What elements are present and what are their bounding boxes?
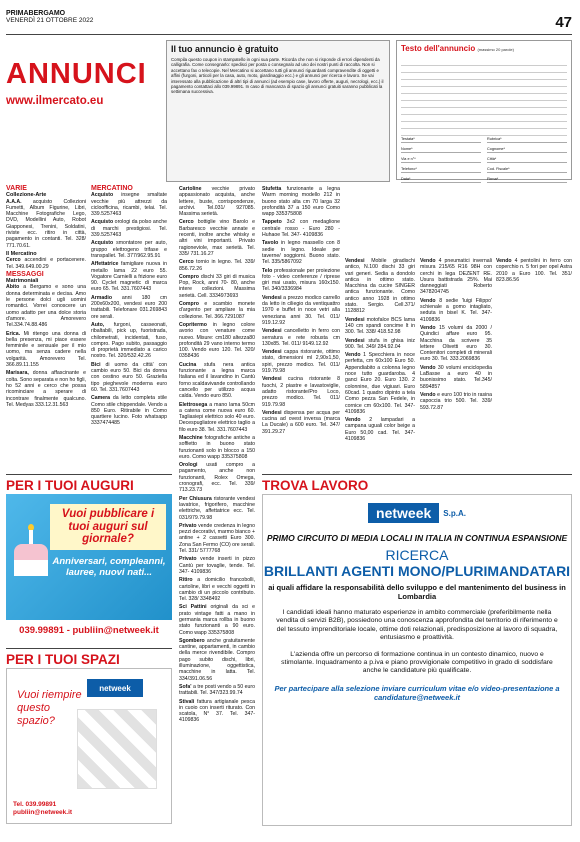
- spazi-ad[interactable]: [6, 668, 172, 824]
- ad-text: fotografiche antiche a soffietto in buono stato funzionanti solo in blocco a 150 euro. Como wapp 335375808: [179, 434, 255, 460]
- ad-text: a domicilio francobolli, cartoline, libri e vecchi oggetti in cambio di un piccolo contributo. Tel. 328/ 3348492: [179, 577, 255, 603]
- netweek-logo-small: [87, 679, 143, 697]
- ad-text: 8 sedie 'luigi Filippo' schienale a gomo intagliato, seduta in bisel K. Tel. 347- 4109836: [420, 297, 492, 323]
- section-heading: MERCATINO: [91, 185, 133, 192]
- ad-text: acquisto Collezioni Fumetti, Album Figurine, Libri, Macchine Fotografiche Lego, DVD, Modellini Auto, Robot Giapponesi, Trenini, Soldatini, riviste ecc. ritiro in città, pagamento in contanti. Tel. 328/ 771.70.61.: [6, 198, 86, 249]
- ad-lead: Acquisto: [91, 219, 114, 226]
- form-field[interactable]: Data*: [401, 177, 481, 183]
- ad-lead: Vendo: [420, 297, 436, 304]
- ad-text: a tre posti vendo a 50 euro trattabili. Tel. 347/323.99.74: [179, 683, 255, 697]
- auguri-sub: Anniversari, compleanni, lauree, nuovi nati...: [52, 556, 166, 578]
- ad-lead: Tavolo: [262, 240, 279, 247]
- classified-ad: [179, 556, 255, 575]
- cake-icon: [14, 544, 48, 576]
- coupon-form: [396, 40, 572, 180]
- annunci-banner: [6, 58, 162, 158]
- ad-text: professionale per proiezione foto - video conferenze / riprese giri mai usato, misura 160x150. Tel. 340/3336984: [262, 267, 340, 293]
- ad-lead: Cucina: [179, 361, 197, 368]
- ad-lead: Ritiro: [179, 577, 193, 584]
- form-field[interactable]: Rubrica*: [487, 137, 567, 143]
- classified-ad: [262, 376, 340, 407]
- ad-lead: Camera: [91, 395, 111, 402]
- classified-ad: [91, 395, 167, 426]
- ad-lead: Vendo: [420, 324, 436, 331]
- ad-lead: Compro: [179, 301, 199, 308]
- form-fields: [401, 137, 567, 183]
- ad-lead: Vendo: [420, 391, 436, 398]
- classified-ad: [179, 523, 255, 554]
- ad-text: motofalce BCS lama 140 cm spandi concime lt in 300. Tel. 338/ 418.52.98: [345, 316, 415, 336]
- classified-ad: [179, 274, 255, 299]
- netweek-suffix: S.p.A.: [443, 508, 466, 518]
- classified-ad: [179, 301, 255, 320]
- form-note: (massimo 20 parole): [477, 47, 514, 52]
- classified-ad: [179, 219, 255, 257]
- ad-text: 4 pentolini in ferro con coperchio n. 5 fori per opel Astra 2010 a Euro 100. Tel. 351/ 823.86.56: [496, 258, 572, 283]
- ad-text: dischi 33 giri di musica Pop, Rock, anni 70- 80, anche intere collezioni. Massima serietà. Cell. 3334973693: [179, 273, 255, 299]
- ad-text: 4 pneumatici invernali misura 215/65 R16 98H con cerchi in lega DEZENT RE. Usura battistrada 25%. Mai danneggiati Roberto 3478204745: [420, 258, 492, 296]
- classified-ad: [179, 462, 255, 493]
- column-1: [6, 186, 86, 410]
- auguri-contact: 039.99891 - publiin@netweek.it: [6, 620, 172, 640]
- column-4: [262, 186, 340, 437]
- masthead-date: VENERDÌ 21 OTTOBRE 2022: [6, 17, 94, 24]
- classified-ad: [91, 192, 167, 217]
- ad-text: Mi ritengo una donna di bella presenza, mi piace essere femminile e sensuale per il mio uomo, ma senza cadere nella volgarità. Amorevero Tel. 366.89.11.155: [6, 330, 86, 369]
- ad-lead: Armadio: [91, 294, 113, 301]
- ad-lead: Vendesi: [345, 337, 365, 344]
- ad-lead: Sci Pattini: [179, 604, 207, 611]
- ad-text: vende inserti in pizzo Cantù per tovaglie, tende. Tel. 347- 4109836: [179, 556, 255, 575]
- form-title-text: Testo dell'annuncio: [401, 44, 476, 53]
- classified-ad: [179, 186, 255, 217]
- classified-ad: [179, 362, 255, 400]
- classified-ad: [345, 317, 415, 336]
- ad-text: tornio in legno. Tel. 339/ 856.72.26: [179, 259, 255, 272]
- spazi-question: Vuoi riempire questo spazio?: [17, 689, 82, 727]
- classified-ad: [91, 240, 167, 259]
- ad-text: e scambio monete d'argento per ampliare la mia collezione. Tel. 366.7291087: [179, 301, 255, 320]
- classified-ad: [262, 349, 340, 374]
- ad-text: bottiglie vino Barolo e Barbaresco vecchie annate e recenti, inoltre anche whisky e altri vini importanti. Privato ragioneviole, max serietà. Tel. 335/ 731.16.27: [179, 219, 255, 257]
- masthead: [6, 10, 93, 24]
- classified-ad: [179, 402, 255, 433]
- form-field[interactable]: Città*: [487, 157, 567, 163]
- ad-text: Mobile giradischi antico, N.100 dischi 33 giri vari generi. Sedia a dondolo antica in ottimo stato. Macchina da cucire SINGER antica funzionante. Como antico anno 1928 in ottimo stato. Sergio. Cell.371/ 1128812: [345, 258, 415, 315]
- ad-text: di uomo da città' con cambio euro 50. Bici da donna con cestino euro 50. Graziella tipo pieghevole moderna euro 60. Tel. 331.7607443: [91, 361, 167, 393]
- classified-ad: [262, 410, 340, 435]
- ad-text: anni 180 cm 200x60x200, vendesi euro 200 trattabili. Telefonare 031.269843 ore serali.: [91, 294, 167, 320]
- ad-lead: Orologi: [179, 462, 198, 469]
- classified-ad: [262, 186, 340, 217]
- classified-ad: [179, 496, 255, 521]
- ad-lead: Vendesi: [345, 316, 365, 323]
- form-field[interactable]: Nome*: [401, 147, 481, 153]
- classified-ad: [179, 435, 255, 460]
- ad-lead: Copritermo: [179, 321, 207, 328]
- form-field[interactable]: Telefono*: [401, 167, 481, 173]
- form-text-lines[interactable]: [401, 59, 567, 137]
- ad-text: in legno colore avorio con venature come nuovo. Misure: cm180 altezza80 profondità 29 vano interno termo 100. Vendo euro 120. Tel. 320/ 0358436: [179, 321, 255, 360]
- classified-ad: [420, 298, 492, 323]
- annunci-title: ANNUNCI: [6, 58, 147, 90]
- ad-text: 30 volumi enciclopedia LaBasse a euro 40 in buonissimo stato. Tel.345/ 5894857: [420, 364, 492, 390]
- ad-text: cancelletto in ferro con serratura e rete robusta cm 130x85. Tel. 011/ 9149.12.92: [262, 328, 340, 347]
- classified-ad: [345, 352, 415, 415]
- ad-lead: Cartoline: [179, 186, 202, 192]
- ad-text: anche gratuitamente cantine, appartamenti, in cambio della merce rivendibile. Compro pago subito dischi, libri, illuminazione, oggettistica, macchine in latta. Tel. 334/391.06.56: [179, 637, 255, 682]
- form-field[interactable]: Via e n°*: [401, 157, 481, 163]
- ad-text: stufa in ghisa iniz 900. Tel. 349/ 284.92.04: [345, 337, 415, 350]
- section-heading: VARIE: [6, 185, 27, 192]
- classified-ad: [6, 199, 86, 249]
- ad-text: cappa ristorante, ottimo stato, dimensioni ml 2,90x1,50, spiri, prezzo modico. Tel. 011/ 919.79.98: [262, 349, 340, 375]
- ad-lead: Acquisto: [91, 192, 114, 199]
- ad-lead: Vendesi: [262, 328, 282, 335]
- ad-text: vende credenza in legno pezzi decorativi, marmo bianco + antine + 2 cassetti Euro 300. Zona San Fermo (CO) ore serali. Tel. 331/ 5777768: [179, 522, 255, 555]
- lavoro-line2: RICERCA: [385, 547, 449, 563]
- ad-text: donna affascinante e colta. Sono separata e non ho figli, ho 52 anni e cerco che possa ricominciare a sperare di incontrare finalmente qualcuno. Tel. Medyas 333.12.31.563: [6, 370, 86, 408]
- ad-text: insegne smaltate vecchie più attrezzi da cicloofficina, ricambi, telai. Tel. 339.5257463: [91, 192, 167, 218]
- spazi-mail[interactable]: publiin@netweek.it: [13, 809, 73, 816]
- ad-lead: A.A.A.: [6, 198, 22, 205]
- ad-text: originali da sci e prato vintage fatti a mano in germania marca rollba in buono stato funzionanti a 90 euro. Como wapp 335375808: [179, 604, 255, 636]
- ad-lead: Cerco: [179, 219, 194, 226]
- ad-text: ristorante vendesi lavatrice, frigorifero, macchine elettriche, affettatrice ecc. Tel. 031/979.79.98: [179, 495, 255, 521]
- classified-ad: [262, 328, 340, 347]
- ad-lead: Bici: [91, 361, 101, 368]
- lavoro-line6: L'azienda offre un percorso di formazione continua in un contesto dinamico, nuovo e stimolante. Inquadramento a p.iva e piano provvigionale competitivo in grado di soddisfare anche le candidature più qualificate.: [281, 650, 553, 675]
- form-title: [401, 44, 567, 53]
- ad-lead: Compro: [179, 273, 199, 280]
- ad-lead: Erica.: [6, 330, 21, 337]
- classified-ad: [420, 365, 492, 390]
- classified-ad: [6, 257, 86, 270]
- info-title: Il tuo annuncio è gratuito: [171, 44, 279, 54]
- lavoro-ad: [262, 494, 572, 826]
- column-7: [496, 258, 572, 285]
- top-rule: [6, 34, 572, 35]
- ad-lead: Vendesi: [262, 294, 282, 301]
- ad-lead: Privato: [179, 522, 197, 529]
- lavoro-line7[interactable]: Per partecipare alla selezione inviare curriculum vitae e/o video-presentazione a candidature@netweek.it: [274, 683, 560, 702]
- spazi-contact: [13, 801, 72, 817]
- classified-ad: [262, 268, 340, 293]
- ad-text: in legno massello con 8 sedie in legno. Ideale per taverne/ soggiorni. Buono stato. Tel. 335/5867092: [262, 240, 340, 266]
- ad-lead: Vendo: [345, 417, 361, 424]
- subsection-heading: Matrimoniali: [6, 278, 39, 285]
- subsection-heading: Il Mercatino: [6, 250, 37, 257]
- ad-lead: Telo: [262, 267, 273, 274]
- ad-text: vecchie privato appassionato acquista, anche lettere, buste, corrispondenze, archivi. Tel.031/ 927085. Massima serietà.: [179, 186, 255, 218]
- ad-text: a Bergamo e sono una donna determinata e decisa. Amo le persone dolci ugli uomini romantici. Vorrei conoscere un uomo adatto per una dolce storia d'amore. Amorevero Tel.334.74.88.486: [6, 284, 86, 329]
- ad-text: usati compro a pagamento, anche non funzionanti, Rolex Omega, cronografi, ecc. Tel. 339/ 713.23.73: [179, 462, 255, 494]
- classified-ad: [420, 392, 492, 411]
- lavoro-line4: ai quali affidare la responsabilità dello sviluppo e del mantenimento del business in Lombardia: [268, 583, 566, 601]
- ad-lead: Stufetta: [262, 186, 282, 192]
- lavoro-heading: TROVA LAVORO: [262, 474, 572, 493]
- classified-ad: [345, 258, 415, 315]
- puzzle-icon: [77, 709, 157, 789]
- classified-ad: [6, 370, 86, 408]
- ad-lead: Privato: [179, 556, 197, 563]
- ad-text: 1 Specchiera in noce perfetta, cm 60x100 Euro 50. Appendiabito a colonna legno noce tutto guardaroba. 4 ganci Euro 20. Euro 130. 2 colonnine, due vigiuari. Euro 60cad. 1 quadro dipinto a tela Como pezza San Fedele, in cornice cm 60x100. Tel. 347- 4109836: [345, 352, 415, 415]
- ad-lead: Marisara,: [6, 370, 29, 377]
- ad-lead: Auto,: [91, 321, 105, 328]
- ad-lead: Vendo: [420, 364, 436, 371]
- netweek-logo: [263, 503, 571, 523]
- ad-lead: Cerco: [6, 257, 21, 264]
- lavoro-line5: I candidati ideali hanno maturato esperienze in ambito commerciale (preferibilmente nella vendita di servizi B2B), possiedono una conoscenza approfondita del territorio di riferimento e del tessuto imprenditoriale locale, ottime doti relazionali, predisposizione al lavoro di squadra, entusiasmo e proattività.: [276, 609, 558, 642]
- column-3: [179, 186, 255, 726]
- classified-ad: [496, 258, 572, 283]
- ad-lead: Affettatrice: [91, 261, 119, 268]
- ad-text: da letto completa stile Como stile chippendale. Vendo a 850 Euro. Ritirabile in Como quartiere lucino. Foto whatsapp 3337474485: [91, 395, 167, 427]
- classified-ad: [179, 577, 255, 602]
- column-6: [420, 258, 492, 413]
- netweek-brand: netweek: [368, 503, 439, 523]
- ad-lead: Elettrosega: [179, 401, 208, 408]
- ad-text: stufa nera antica funzionante a legna marca Italiana ed il lavandino in Cantù forno scaldavivande controllando cancello per utilizzo acqua calda. Vendo euro 850.: [179, 361, 255, 400]
- spazi-tel: Tel. 039.99891: [13, 801, 57, 808]
- classified-ad: [262, 295, 340, 326]
- annunci-url[interactable]: www.ilmercato.eu: [6, 95, 104, 107]
- classified-ad: [420, 325, 492, 363]
- ad-text: a prezzo modico carrello da letto in ciliegio da ventiquattro 1970 e buffet in noce vetri alla veneziana anni 30. Tel. 011/ 919.12.92: [262, 294, 340, 326]
- page-number: 47: [555, 14, 572, 31]
- ad-lead: Stivali: [179, 698, 195, 705]
- ad-lead: Vendo: [345, 352, 361, 359]
- ad-text: fattura artigianale pesca in cuoio con inserti riturato. Con scatola, N° 37. Tel. 347- 4109836: [179, 698, 255, 724]
- classified-ad: [91, 219, 167, 238]
- classified-ad: [6, 331, 86, 369]
- ad-text: famigliare nuova in metallo lama 22 euro 55. Vogatore Carnielli a frizione euro 90. Cyclet magnetic di marca euro 65. Tel. 331.7607443: [91, 261, 167, 293]
- form-field[interactable]: Cod. Fiscale*: [487, 167, 567, 173]
- classified-ad: [345, 417, 415, 442]
- lavoro-line3: BRILLANTI AGENTI MONO/PLURIMANDATARI: [263, 563, 571, 579]
- form-field[interactable]: Testata*: [401, 137, 481, 143]
- ad-lead: Vendesi: [262, 349, 282, 356]
- spazi-heading: PER I TUOI SPAZI: [6, 648, 172, 667]
- ad-text: 15 volumi da 2000 / Quindici affare euro 95. Macchina da scrivere 35 lettere Olivetti euro 30. Contenitori completi di minerali euro 30. Tel. 333.2069836: [420, 324, 492, 363]
- ad-lead: Sofa': [179, 683, 192, 690]
- classified-ad: [179, 604, 255, 635]
- classified-ad: [91, 362, 167, 393]
- ad-lead: Acquisto: [91, 240, 114, 247]
- classified-ad: [179, 638, 255, 682]
- ad-lead: Macchine: [179, 434, 203, 441]
- classified-ad: [91, 322, 167, 360]
- netweek-logo-small-text: netweek: [99, 683, 131, 693]
- lavoro-line1: PRIMO CIRCUITO DI MEDIA LOCALI IN ITALIA IN CONTINUA ESPANSIONE: [266, 533, 568, 543]
- info-text: Compila questo coupon in stampatello in ogni sua parte. Ricorda che non si risponde di errori dipendenti da calligrafia. Come consegnarlo: spedisci per posta o consegnalo ad uno dei nostri punti di raccolta. Non si accettano fax o telecopie. Nel Mercatino si accettano tutti gli annunci riguardanti compravendite di oggetti e affini (furgoni, articoli per la casa, auto, moto, giardinaggio ecc.) e gli annunci per ricerca e lavoro. Se vai interessato alla pubblicazione di altri tipi di annunci (ad esempio case, lavoro offerte, auguri, necrologi, ecc.) il pagamento contattaci allo 039.99891. In caso di mancanza di spazio gli annunci gratuiti saranno pubblicati la settimana successiva.: [171, 57, 384, 95]
- classified-ad: [262, 240, 340, 265]
- classified-ad: [345, 338, 415, 351]
- ad-lead: Vendo: [420, 258, 436, 264]
- ad-text: furgoni, casseonati, ribaltabili, pick up, fuoristrada, chilometrati, incidentati, fuso, compro. Pago subito, passaggio di proprietà immediato a carico nostro. Tel. 320/532.42.26: [91, 321, 167, 360]
- form-field[interactable]: Firma*: [487, 177, 567, 183]
- ad-text: 2 lampadari a campana uguali color beige a Euro 50,00 cad. Tel. 347- 4109836: [345, 417, 415, 443]
- ad-lead: Per Chiusura: [179, 495, 212, 502]
- classified-ad: [179, 259, 255, 272]
- ad-lead: Tappeto: [262, 219, 282, 226]
- ad-lead: Vendesi: [262, 376, 282, 383]
- classified-ad: [91, 295, 167, 320]
- auguri-ad[interactable]: [6, 494, 172, 640]
- ad-text: dispensa per acqua per cucina ad ovest inversa (marca La Ducale) a 600 euro. Tel. 347/ 391.29.27: [262, 409, 340, 435]
- subsection-heading: Collezione-Arte: [6, 192, 47, 199]
- classified-ad: [262, 219, 340, 238]
- classified-ad: [179, 699, 255, 724]
- auguri-heading: PER I TUOI AUGURI: [6, 474, 172, 493]
- ad-text: smontatore per auto, gruppo elettrogeno trifase e transpallet. Tel. 377/962.95.91: [91, 240, 167, 259]
- column-5: [345, 258, 415, 444]
- ad-text: a mano lama 50cm a catena come nuova euro 60. Tagliasiepi elettrico solo 40 euro. Decespugliatore elettrico taglio a filo euro 38. Tel. 331.7607443: [179, 401, 255, 433]
- classified-ad: [179, 684, 255, 697]
- auguri-banner: Vuoi pubblicare i tuoi auguri sul giornale?: [50, 504, 166, 550]
- ad-lead: Vendesi: [345, 258, 365, 264]
- form-field[interactable]: Cognome*: [487, 147, 567, 153]
- classified-ad: [179, 322, 255, 360]
- ad-lead: Vendesi: [262, 409, 282, 416]
- info-box: [166, 40, 390, 182]
- classified-ad: [91, 261, 167, 292]
- masthead-paper: PRIMABERGAMO: [6, 10, 66, 17]
- ad-text: accendini e portacenere. Tel. 349.649.00.29: [6, 257, 86, 270]
- ad-text: 3x2 con medaglione centrale rosso - Euro 280 - Huhaoe Tel. 347- 4109836: [262, 219, 340, 239]
- ad-lead: Vendo: [496, 258, 512, 264]
- classified-ad: [420, 258, 492, 296]
- column-2: [91, 186, 167, 429]
- ad-text: cucina ristorante 8 fuochi, 2 piastre e lavastoviglie, adatto ristorante/Pro Loco, prezzo modico. Tel. 011/ 919.79.98: [262, 376, 340, 408]
- ad-text: e euro 100 trio in rasina capoccia trio 500. Tel. 339/ 593.72.87: [420, 391, 492, 411]
- ad-lead: Abito: [6, 284, 20, 291]
- ad-lead: Cerco: [179, 259, 194, 266]
- classified-ad: [6, 284, 86, 328]
- ad-lead: Sgombero: [179, 637, 205, 644]
- section-heading: MESSAGGI: [6, 270, 44, 278]
- ad-text: orologi da polso anche di marchi prestigiosi. Tel. 339.5257463: [91, 219, 167, 239]
- ad-text: funzionante a legna Warm morning modello 212 in buono stato alta cm 70 larga 32 profondità 37 a 150 euro Como wapp 335375808: [262, 186, 340, 218]
